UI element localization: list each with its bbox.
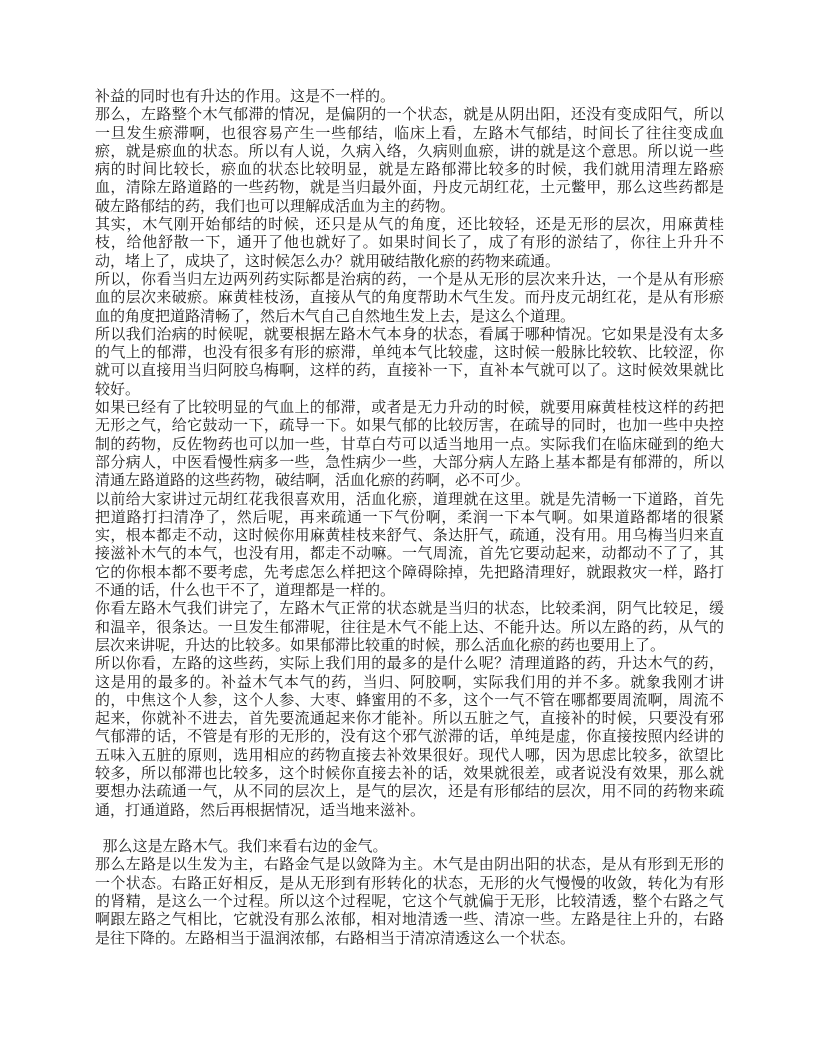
- paragraph-blank: [95, 820, 724, 838]
- paragraph: 所以我们治病的时候呢，就要根据左路木气本身的状态，看属于哪种情况。它如果是没有太多的气上的郁滞，也没有很多有形的瘀滞，单纯本气比较虚，这时候一般脉比较软、比较涩，你就可以直接用当归阿胶乌梅啊，这样的药，直接补一下，直补本气就可以了。这时候效果就比较好。: [95, 326, 724, 398]
- paragraph: 所以，你看当归左边两列药实际都是治病的药，一个是从无形的层次来升达，一个是从有形瘀血的层次来破瘀。麻黄桂枝汤，直接从气的角度帮助木气生发。而丹皮元胡红花，是从有形瘀血的角度把道路清畅了，然后木气自己自然地生发上去，是这么个道理。: [95, 271, 724, 325]
- paragraph: 其实，木气刚开始郁结的时候，还只是从气的角度，还比较轻，还是无形的层次，用麻黄桂枝，给他舒散一下，通开了他也就好了。如果时间长了，成了有形的淤结了，你往上升升不动，堵上了，成块了，这时候怎么办？就用破结散化瘀的药物来疏通。: [95, 217, 724, 270]
- paragraph: 你看左路木气我们讲完了，左路木气正常的状态就是当归的状态，比较柔润，阴气比较足，缓和温辛，很条达。一旦发生郁滞呢，往往是木气不能上达、不能升达。所以左路的药，从气的层次来讲呢，升达的比较多。如果郁滞比较重的时候，那么活血化瘀的药也要用上了。: [95, 601, 724, 654]
- paragraph: 所以你看，左路的这些药，实际上我们用的最多的是什么呢？清理道路的药，升达木气的药，这是用的最多的。补益木气本气的药，当归、阿胶啊，实际我们用的并不多。就象我刚才讲的，中焦这个人参，这个人参、大枣、蜂蜜用的不多，这个一气不管在哪都要周流啊，周流不起来，你就补不进去，首先要流通起来你才能补。所以五脏之气，直接补的时候，只要没有邪气郁滞的话，不管是有形的无形的，没有这个邪气淤滞的话，单纯是虚，你直接按照内经讲的五味入五脏的原则，选用相应的药物直接去补效果很好。现代人哪，因为思虑比较多，欲望比较多，所以郁滞也比较多，这个时候你直接去补的话，效果就很差，或者说没有效果，那么就要想办法疏通一气，从不同的层次上，是气的层次，还是有形郁结的层次，用不同的药物来疏通，打通道路，然后再根据情况，适当地来滋补。: [95, 656, 724, 819]
- paragraph: 以前给大家讲过元胡红花我很喜欢用，活血化瘀，道理就在这里。就是先清畅一下道路，首先把道路打扫清净了，然后呢，再来疏通一下气份啊，柔润一下本气啊。如果道路都堵的很紧实，根本都走不动，这时候你用麻黄桂枝来舒气、条达肝气，疏通，没有用。用乌梅当归来直接滋补木气的本气，也没有用，都走不动嘛。一气周流，首先它要动起来，动都动不了了，其它的你根本都不要考虑，先考虑怎么样把这个障碍除掉，先把路清理好，就跟救灾一样，路打不通的话，什么也干不了，道理都是一样的。: [95, 491, 724, 600]
- paragraph: 那么左路是以生发为主，右路金气是以敛降为主。木气是由阴出阳的状态，是从有形到无形的一个状态。右路正好相反，是从无形到有形转化的状态，无形的火气慢慢的收敛，转化为有形的肾精，是这么一个过程。所以这个过程呢，它这个气就偏于无形，比较清透，整个右路之气啊跟左路之气相比，它就没有那么浓郁，相对地清透一些、清凉一些。左路是往上升的，右路是往下降的。左路相当于温润浓郁，右路相当于清凉清透这么一个状态。: [95, 857, 724, 947]
- paragraph: 补益的同时也有升达的作用。这是不一样的。: [95, 89, 396, 105]
- paragraph: 那么，左路整个木气郁滞的情况，是偏阴的一个状态，就是从阴出阳，还没有变成阳气，所以一旦发生瘀滞啊，也很容易产生一些郁结，临床上看，左路木气郁结，时间长了往往变成血瘀，就是瘀血的状态。所以有人说，久病入络，久病则血瘀，讲的就是这个意思。所以说一些病的时间比较长，瘀血的状态比较明显，就是左路郁滞比较多的时候，我们就用清理左路瘀血，清除左路道路的一些药物，就是当归最外面，丹皮元胡红花，土元鳖甲，那么这些药都是破左路郁结的药，我们也可以理解成活血为主的药物。: [95, 107, 724, 215]
- paragraph: 如果已经有了比较明显的气血上的郁滞，或者是无力升动的时候，就要用麻黄桂枝这样的药把无形之气，给它鼓动一下，疏导一下。如果气郁的比较厉害，在疏导的同时，也加一些中央控制的药物，反佐物药也可以加一些，甘草白芍可以适当地用一点。实际我们在临床碰到的绝大部分病人，中医看慢性病多一些，急性病少一些，大部分病人左路上基本都是有郁滞的，所以清通左路道路的这些药物，破结啊，活血化瘀的药啊，必不可少。: [95, 400, 724, 490]
- paragraph: 那么这是左路木气。我们来看右边的金气。: [95, 839, 388, 856]
- text-content: [95, 88, 724, 948]
